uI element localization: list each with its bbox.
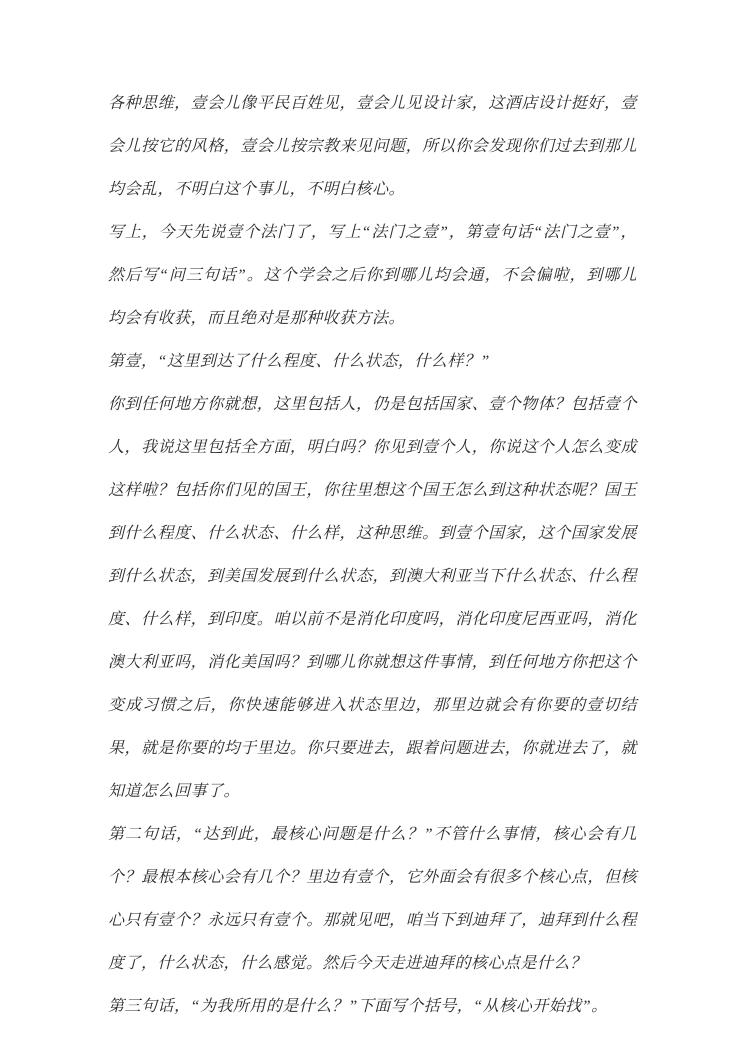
paragraph-6: 第三句话，“为我所用的是什么？”下面写个括号，“从核心开始找”。 (108, 998, 608, 1015)
paragraph-5: 第二句话，“达到此，最核心问题是什么？”不管什么事情，核心会有几个？最根本核心会有几个？里边有壹个，它外面会有很多个核心点，但核心只有壹个？永远只有壹个。那就见吧，咱当下到迪拜了，迪拜到什么程度了，什么状态，什么感觉。然后今天走进迪拜的核心点是什么？ (108, 826, 637, 972)
paragraph-1: 各种思维，壹会儿像平民百姓见，壹会儿见设计家，这酒店设计挺好，壹会儿按它的风格，壹会儿按宗教来见问题，所以你会发现你们过去到那儿均会乱，不明白这个事儿，不明白核心。 (108, 95, 637, 198)
paragraph-3: 第壹，“这里到达了什么程度、什么状态，什么样？” (108, 353, 490, 370)
paragraph-4: 你到任何地方你就想，这里包括人，仍是包括国家、壹个物体？包括壹个人，我说这里包括全方面，明白吗？你见到壹个人，你说这个人怎么变成这样啦？包括你们见的国王，你往里想这个国王怎么到这种状态呢？国王到什么程度、什么状态、什么样，这种思维。到壹个国家，这个国家发展到什么状态，到美国发展到什么状态，到澳大利亚当下什么状态、什么程度、什么样，到印度。咱以前不是消化印度吗，消化印度尼西亚吗，消化澳大利亚吗，消化美国吗？到哪儿你就想这件事情，到任何地方你把这个变成习惯之后，你快速能够进入状态里边，那里边就会有你要的壹切结果，就是你要的均于里边。你只要进去，跟着问题进去，你就进去了，就知道怎么回事了。 (108, 396, 637, 800)
paragraph-2: 写上，今天先说壹个法门了，写上“法门之壹”，第壹句话“法门之壹”，然后写“问三句话”。这个学会之后你到哪儿均会通，不会偏啦，到哪儿均会有收获，而且绝对是那种收获方法。 (108, 224, 637, 327)
